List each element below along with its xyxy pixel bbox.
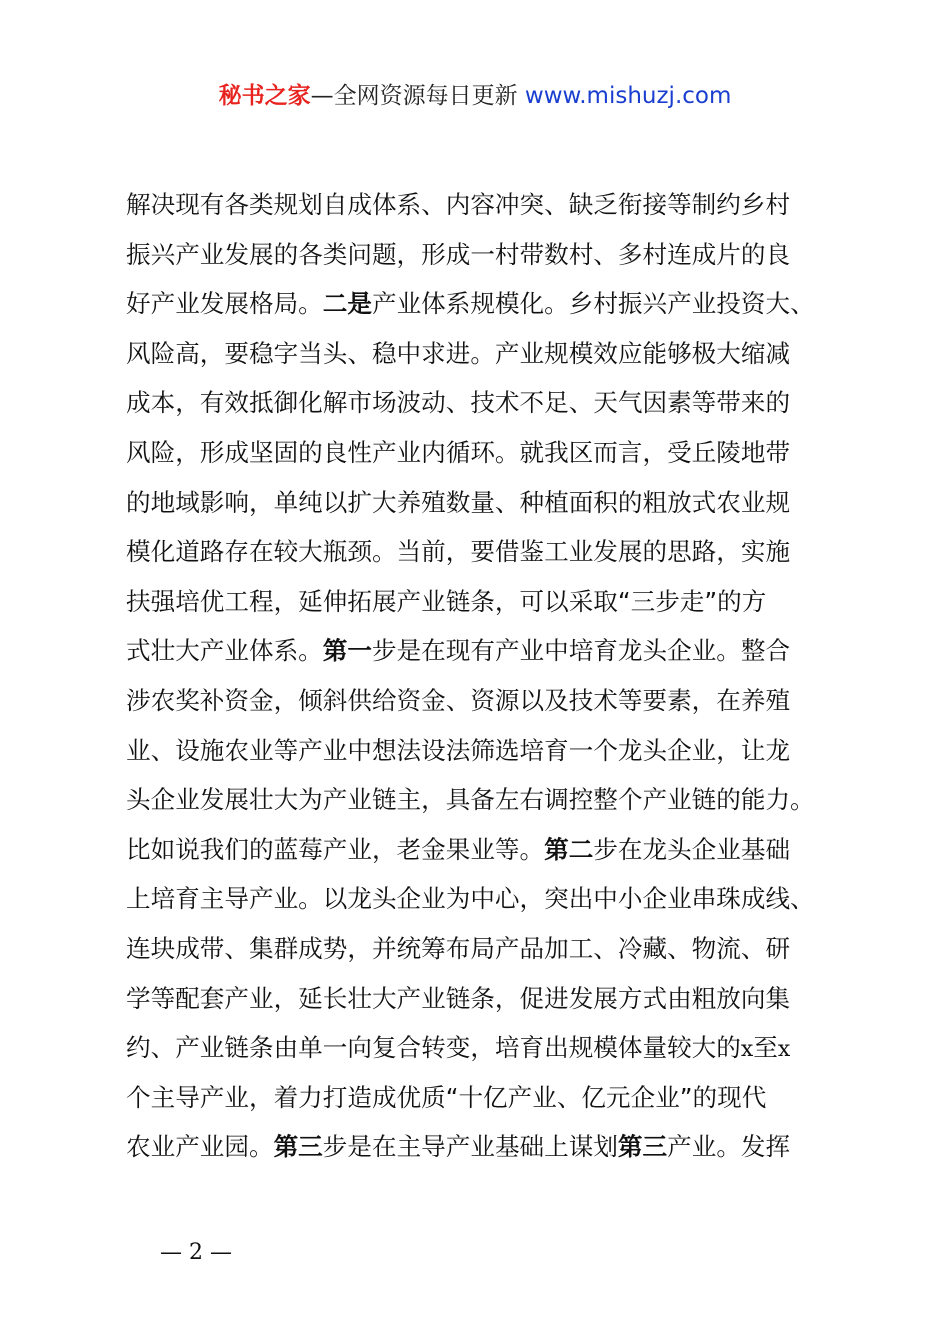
bold-keyword: 第三 <box>273 1132 323 1162</box>
site-brand: 秘书之家 <box>218 83 311 109</box>
text-line: 约、产业链条由单一向复合转变，培育出规模体量较大的x至x <box>126 1033 791 1063</box>
text-line: 个主导产业，着力打造成优质“十亿产业、亿元企业”的现代 <box>126 1082 767 1112</box>
text-line: 比如说我们的蓝莓产业，老金果业等。第二步在龙头企业基础 <box>126 834 791 864</box>
text-line: 振兴产业发展的各类问题，形成一村带数村、多村连成片的良 <box>126 239 791 269</box>
bold-keyword: 第三 <box>617 1132 668 1162</box>
bold-keyword: 第一 <box>322 636 372 666</box>
site-header <box>0 80 950 112</box>
text-line: 扶强培优工程，延伸拓展产业链条，可以采取“三步走”的方 <box>126 586 767 616</box>
text-line: 上培育主导产业。以龙头企业为中心，突出中小企业串珠成线、 <box>126 884 815 914</box>
document-body <box>126 180 841 1172</box>
text-line: 成本，有效抵御化解市场波动、技术不足、天气因素等带来的 <box>126 388 791 418</box>
text-line: 式壮大产业体系。第一步是在现有产业中培育龙头企业。整合 <box>126 636 791 666</box>
page-number: — 2 — <box>160 1240 232 1265</box>
text-line: 学等配套产业，延长壮大产业链条，促进发展方式由粗放向集 <box>126 983 791 1013</box>
text-line: 业、设施农业等产业中想法设法筛选培育一个龙头企业，让龙 <box>126 735 791 765</box>
text-line: 解决现有各类规划自成体系、内容冲突、缺乏衔接等制约乡村 <box>126 190 791 219</box>
text-line: 好产业发展格局。二是产业体系规模化。乡村振兴产业投资大、 <box>126 289 815 319</box>
text-line: 涉农奖补资金，倾斜供给资金、资源以及技术等要素，在养殖 <box>126 685 791 715</box>
placeholder-x: x <box>777 1037 791 1063</box>
site-url-link[interactable]: www.mishuzj.com <box>524 83 732 109</box>
text-line: 连块成带、集群成势，并统筹布局产品加工、冷藏、物流、研 <box>126 933 791 963</box>
text-line: 头企业发展壮大为产业链主，具备左右调控整个产业链的能力。 <box>126 785 815 815</box>
text-line: 风险，形成坚固的良性产业内循环。就我区而言，受丘陵地带 <box>126 437 791 467</box>
text-line: 模化道路存在较大瓶颈。当前，要借鉴工业发展的思路，实施 <box>126 537 791 567</box>
bold-keyword: 第二 <box>544 834 594 864</box>
text-line: 的地域影响，单纯以扩大养殖数量、种植面积的粗放式农业规 <box>126 487 791 517</box>
bold-keyword: 二是 <box>322 289 372 319</box>
text-line: 风险高，要稳字当头、稳中求进。产业规模效应能够极大缩减 <box>126 338 791 368</box>
placeholder-x: x <box>740 1037 754 1063</box>
site-tagline: —全网资源每日更新 <box>310 83 525 109</box>
text-line: 农业产业园。第三步是在主导产业基础上谋划第三产业。发挥 <box>126 1132 791 1162</box>
